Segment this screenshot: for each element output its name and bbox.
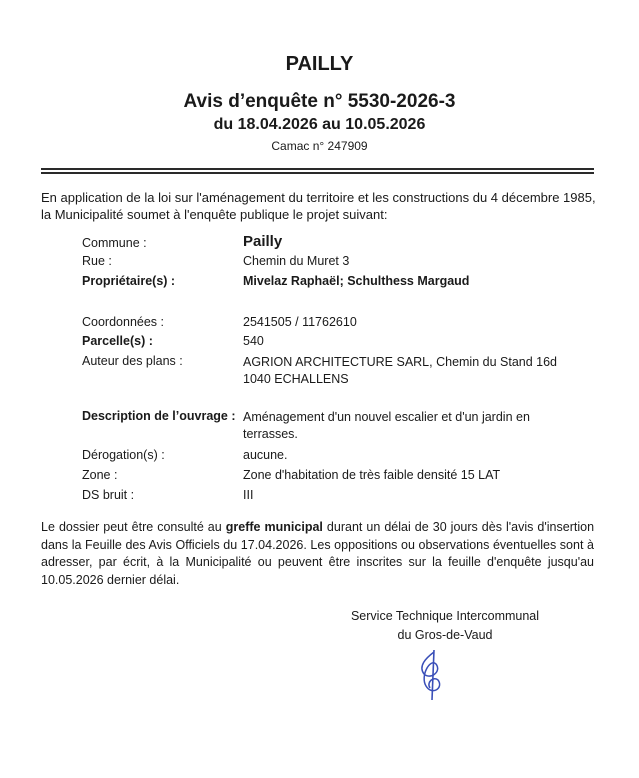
derogations-label: Dérogation(s) : (82, 448, 165, 462)
closing-bold-text: greffe municipal (225, 520, 323, 534)
closing-paragraph (41, 519, 594, 589)
parcel-label: Parcelle(s) : (82, 334, 153, 348)
signatory-line-1: Service Technique Intercommunal (350, 609, 540, 623)
notice-title: Avis d’enquête n° 5530-2026-3 (183, 91, 456, 112)
divider-bottom (41, 172, 594, 174)
zone-value: Zone d'habitation de très faible densité 15 LAT (243, 468, 501, 482)
town-heading: PAILLY (285, 53, 354, 75)
description-value: Aménagement d'un nouvel escalier et d'un jardin en terrasses. (243, 410, 530, 441)
signatory-block (330, 607, 560, 645)
coordinates-value: 2541505 / 11762610 (243, 315, 357, 329)
derogations-value: aucune. (243, 448, 288, 462)
intro-paragraph: En application de la loi sur l'aménagement du territoire et les constructions du 4 décembre 1985, la Municipalité soumet à l'enquête publique le projet suivant: (41, 190, 596, 222)
handwritten-signature-icon (412, 648, 452, 704)
commune-value: Pailly (243, 233, 283, 250)
architect-label: Auteur des plans : (82, 354, 183, 368)
zone-label: Zone : (82, 468, 118, 482)
rue-label: Rue : (82, 254, 112, 268)
description-label: Description de l’ouvrage : (82, 409, 236, 423)
camac-number: Camac n° 247909 (271, 139, 368, 153)
signatory-line-2: du Gros-de-Vaud (397, 628, 493, 642)
inquiry-dates: du 18.04.2026 au 10.05.2026 (213, 116, 426, 133)
parcel-value: 540 (243, 334, 264, 348)
noise-level-value: III (243, 488, 254, 502)
closing-text-2: durant un délai de 30 jours dès l'avis d'insertion dans la Feuille des Avis Officiels du 17.04.2026. Les oppositions ou observations éventuelles sont à adresser, par écrit, à la Municipalité ou peuvent être inscrites sur la feuille d'enquête jusqu'au 10.05.2026 dernier délai. (41, 520, 595, 587)
divider-top (41, 168, 594, 170)
coordinates-label: Coordonnées : (82, 315, 165, 329)
owners-value: Mivelaz Raphaël; Schulthess Margaud (243, 274, 470, 288)
architect-value: AGRION ARCHITECTURE SARL, Chemin du Stand 16d 1040 ECHALLENS (243, 355, 558, 386)
closing-text-1: Le dossier peut être consulté au (41, 520, 226, 534)
owners-label: Propriétaire(s) : (82, 274, 176, 288)
rue-value: Chemin du Muret 3 (243, 254, 350, 268)
noise-level-label: DS bruit : (82, 488, 135, 502)
commune-label: Commune : (82, 236, 147, 250)
